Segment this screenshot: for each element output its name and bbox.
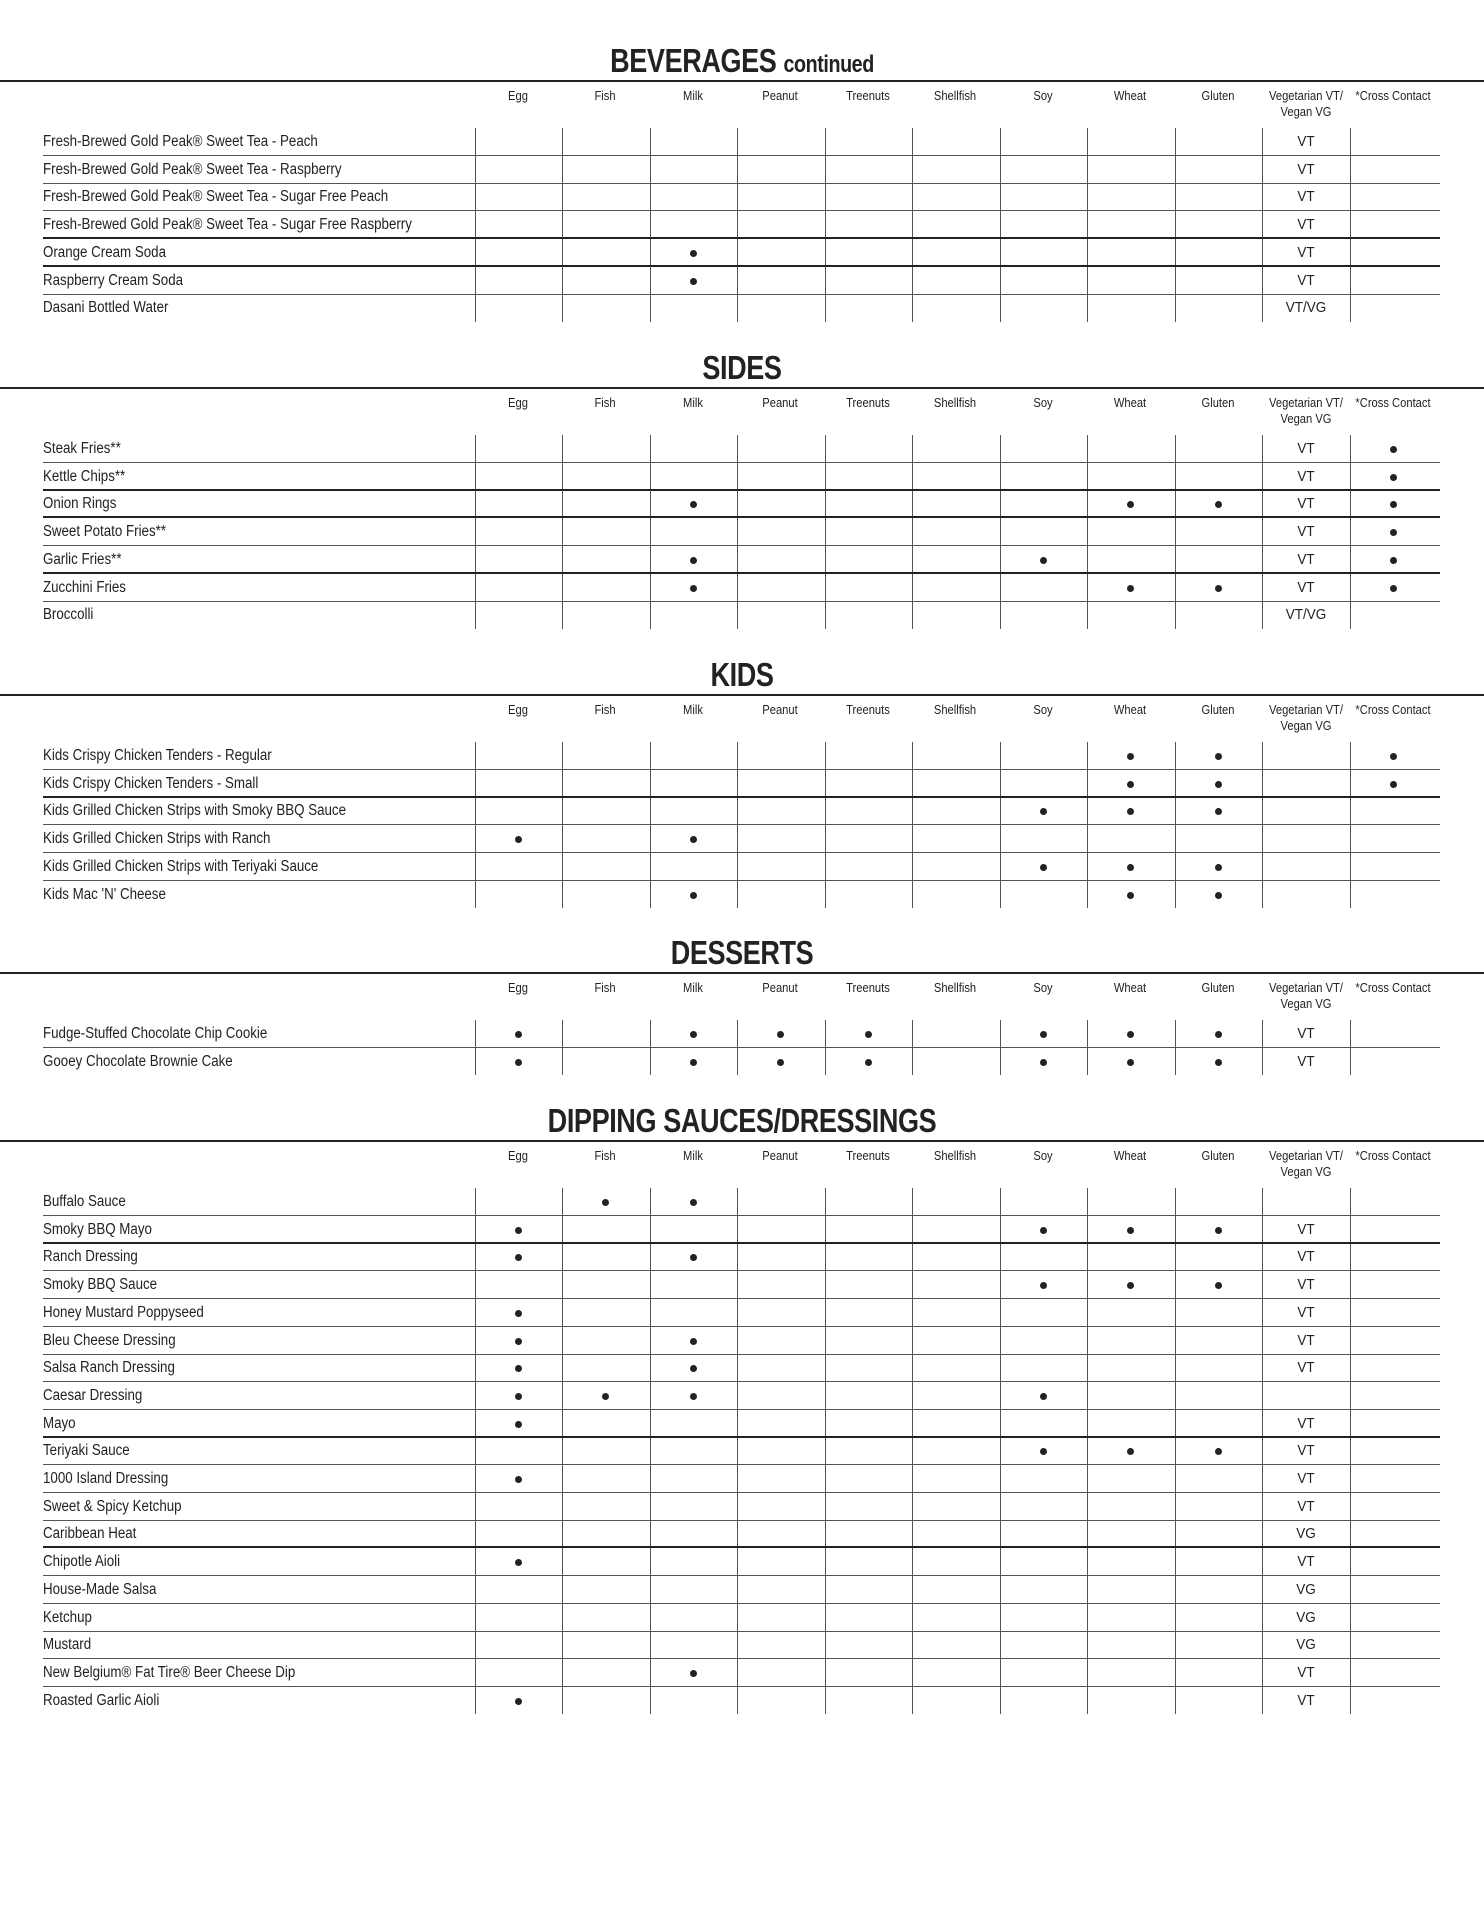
allergen-dot-soy <box>1040 1031 1047 1038</box>
item-name: Mustard <box>43 1636 92 1654</box>
section-beverages <box>0 42 1484 322</box>
table-row <box>0 1465 1440 1493</box>
column-header-wheat: Wheat <box>1113 702 1147 717</box>
table-row <box>0 1243 1440 1271</box>
column-header-wheat: Wheat <box>1113 1148 1147 1163</box>
section-sides <box>0 349 1484 629</box>
vegetarian-header-line1: Vegetarian VT/ <box>1269 980 1343 995</box>
column-header-vegetarian <box>1263 702 1349 734</box>
column-header-egg: Egg <box>508 88 528 103</box>
table-row <box>0 1410 1440 1438</box>
vegetarian-code: VT <box>1297 216 1315 234</box>
column-header-row <box>0 696 1484 742</box>
column-header-fish: Fish <box>594 88 616 103</box>
allergen-dot-soy <box>1040 1059 1047 1066</box>
allergen-dot-treenuts <box>865 1059 872 1066</box>
vegetarian-code: VG <box>1296 1580 1316 1598</box>
table-row <box>0 1493 1440 1521</box>
vegetarian-code: VT <box>1297 1359 1315 1377</box>
item-name: Bleu Cheese Dressing <box>43 1331 176 1349</box>
vegetarian-header-line1: Vegetarian VT/ <box>1269 702 1343 717</box>
vegetarian-code: VT <box>1297 467 1315 485</box>
vegetarian-code: VT <box>1297 1248 1315 1266</box>
allergen-dot-gluten <box>1215 501 1222 508</box>
allergen-dot-milk <box>690 892 697 899</box>
item-name: Kids Grilled Chicken Strips with Smoky BBQ Sauce <box>43 802 347 820</box>
section-rows <box>0 128 1484 322</box>
allergen-dot-egg <box>515 1031 522 1038</box>
item-name: Gooey Chocolate Brownie Cake <box>43 1052 233 1070</box>
table-row <box>0 1327 1440 1355</box>
cross-contact-dot <box>1390 474 1397 481</box>
allergen-dot-wheat <box>1127 1282 1134 1289</box>
table-row <box>0 881 1440 909</box>
item-name: Ketchup <box>43 1608 92 1626</box>
allergen-dot-egg <box>515 1698 522 1705</box>
item-name: House-Made Salsa <box>43 1580 157 1598</box>
item-name: Kettle Chips** <box>43 467 126 485</box>
column-header-treenuts: Treenuts <box>846 980 890 995</box>
table-row <box>0 1382 1440 1410</box>
vegetarian-code: VT/VG <box>1285 606 1327 624</box>
table-row <box>0 435 1440 463</box>
item-name: Sweet Potato Fries** <box>43 523 166 541</box>
table-row <box>0 518 1440 546</box>
column-header-row <box>0 82 1484 128</box>
column-header-milk: Milk <box>683 1148 703 1163</box>
item-name: Teriyaki Sauce <box>43 1442 130 1460</box>
item-name: Sweet & Spicy Ketchup <box>43 1497 182 1515</box>
allergen-dot-egg <box>515 1310 522 1317</box>
allergen-dot-gluten <box>1215 1227 1222 1234</box>
table-row <box>0 1271 1440 1299</box>
column-header-wheat: Wheat <box>1113 980 1147 995</box>
vegetarian-code: VT <box>1297 271 1315 289</box>
allergen-dot-peanut <box>777 1031 784 1038</box>
column-header-soy: Soy <box>1033 1148 1053 1163</box>
table-row <box>0 1437 1440 1465</box>
allergen-dot-soy <box>1040 1448 1047 1455</box>
allergen-dot-milk <box>690 1059 697 1066</box>
table-row <box>0 574 1440 602</box>
allergen-dot-milk <box>690 557 697 564</box>
table-row <box>0 1687 1440 1715</box>
allergen-dot-milk <box>690 1670 697 1677</box>
vegetarian-header-line1: Vegetarian VT/ <box>1269 88 1343 103</box>
table-row <box>0 183 1440 211</box>
column-header-fish: Fish <box>594 395 616 410</box>
column-header-gluten: Gluten <box>1201 702 1235 717</box>
vegetarian-code: VT <box>1297 550 1315 568</box>
allergen-dot-egg <box>515 1393 522 1400</box>
vegetarian-code: VT <box>1297 1663 1315 1681</box>
vegetarian-code: VT <box>1297 1276 1315 1294</box>
allergen-dot-milk <box>690 836 697 843</box>
cross-contact-dot <box>1390 753 1397 760</box>
table-row <box>0 294 1440 322</box>
allergen-dot-milk <box>690 501 697 508</box>
item-name: Fudge-Stuffed Chocolate Chip Cookie <box>43 1025 268 1042</box>
table-row <box>0 1604 1440 1632</box>
section-title <box>134 934 1351 972</box>
section-rows <box>0 435 1484 629</box>
allergen-dot-milk <box>690 1365 697 1372</box>
allergen-dot-milk <box>690 250 697 257</box>
vegetarian-header-line2: Vegan VG <box>1280 1164 1332 1179</box>
allergen-dot-soy <box>1040 1227 1047 1234</box>
column-header-cross-contact: *Cross Contact <box>1355 702 1431 717</box>
column-header-peanut: Peanut <box>762 980 798 995</box>
column-header-shellfish: Shellfish <box>933 88 977 103</box>
table-row <box>0 1354 1440 1382</box>
item-name: Caesar Dressing <box>43 1386 143 1404</box>
column-header-cross-contact: *Cross Contact <box>1355 88 1431 103</box>
section-title-text: DIPPING SAUCES/DRESSINGS <box>547 1102 937 1139</box>
item-name: Steak Fries** <box>43 440 121 457</box>
table-row <box>0 1188 1440 1216</box>
vegetarian-header-line2: Vegan VG <box>1280 104 1332 119</box>
section-title <box>134 1102 1351 1140</box>
column-header-treenuts: Treenuts <box>846 395 890 410</box>
item-name: Fresh-Brewed Gold Peak® Sweet Tea - Sugar Free Peach <box>43 188 389 206</box>
column-header-egg: Egg <box>508 1148 528 1163</box>
vegetarian-code: VT <box>1297 1331 1315 1349</box>
allergen-dot-egg <box>515 1365 522 1372</box>
vegetarian-code: VT <box>1297 1414 1315 1432</box>
item-name: Kids Crispy Chicken Tenders - Small <box>43 774 259 792</box>
column-header-cross-contact: *Cross Contact <box>1355 980 1431 995</box>
item-name: Mayo <box>43 1414 76 1432</box>
allergen-dot-soy <box>1040 557 1047 564</box>
item-name: Buffalo Sauce <box>43 1193 126 1210</box>
table-row <box>0 742 1440 770</box>
allergen-dot-soy <box>1040 864 1047 871</box>
allergen-dot-wheat <box>1127 781 1134 788</box>
allergen-dot-milk <box>690 1254 697 1261</box>
column-header-fish: Fish <box>594 980 616 995</box>
table-row <box>0 211 1440 239</box>
column-header-vegetarian <box>1263 88 1349 120</box>
vegetarian-code: VT/VG <box>1285 299 1327 317</box>
item-name: Kids Grilled Chicken Strips with Ranch <box>43 830 271 848</box>
cross-contact-dot <box>1390 557 1397 564</box>
section-title <box>134 42 1351 80</box>
table-row <box>0 267 1440 295</box>
vegetarian-code: VT <box>1297 1220 1315 1238</box>
section-desserts <box>0 934 1484 1075</box>
table-row <box>0 770 1440 798</box>
vegetarian-header-line2: Vegan VG <box>1280 996 1332 1011</box>
column-header-shellfish: Shellfish <box>933 980 977 995</box>
column-header-wheat: Wheat <box>1113 88 1147 103</box>
column-header-peanut: Peanut <box>762 1148 798 1163</box>
vegetarian-code: VT <box>1297 495 1315 513</box>
column-header-vegetarian <box>1263 1148 1349 1180</box>
allergen-dot-egg <box>515 1254 522 1261</box>
vegetarian-code: VT <box>1297 1303 1315 1321</box>
table-row <box>0 1659 1440 1687</box>
column-header-soy: Soy <box>1033 395 1053 410</box>
item-name: Raspberry Cream Soda <box>43 271 184 289</box>
table-row <box>0 128 1440 156</box>
allergen-dot-milk <box>690 585 697 592</box>
item-name: Orange Cream Soda <box>43 243 167 261</box>
column-header-row <box>0 974 1484 1020</box>
vegetarian-code: VT <box>1297 160 1315 178</box>
column-header-vegetarian <box>1263 395 1349 427</box>
item-name: Chipotle Aioli <box>43 1553 121 1571</box>
section-title-text: DESSERTS <box>670 934 814 971</box>
table-row <box>0 463 1440 491</box>
item-name: Dasani Bottled Water <box>43 299 169 317</box>
allergen-dot-soy <box>1040 1393 1047 1400</box>
item-name: Fresh-Brewed Gold Peak® Sweet Tea - Sugar Free Raspberry <box>43 216 412 234</box>
column-header-egg: Egg <box>508 395 528 410</box>
vegetarian-header-line1: Vegetarian VT/ <box>1269 395 1343 410</box>
item-name: Salsa Ranch Dressing <box>43 1359 175 1377</box>
table-row <box>0 239 1440 267</box>
item-name: Fresh-Brewed Gold Peak® Sweet Tea - Raspberry <box>43 160 342 178</box>
cross-contact-dot <box>1390 781 1397 788</box>
vegetarian-code: VT <box>1297 1497 1315 1515</box>
allergen-dot-egg <box>515 836 522 843</box>
table-row <box>0 853 1440 881</box>
item-name: Kids Crispy Chicken Tenders - Regular <box>43 747 272 764</box>
section-title-text: SIDES <box>702 349 782 386</box>
vegetarian-code: VT <box>1297 440 1315 457</box>
allergen-dot-wheat <box>1127 1059 1134 1066</box>
allergen-dot-gluten <box>1215 585 1222 592</box>
table-row <box>0 1048 1440 1076</box>
item-name: Roasted Garlic Aioli <box>43 1691 160 1709</box>
item-name: Honey Mustard Poppyseed <box>43 1303 204 1321</box>
vegetarian-header-line1: Vegetarian VT/ <box>1269 1148 1343 1163</box>
column-header-gluten: Gluten <box>1201 395 1235 410</box>
column-header-treenuts: Treenuts <box>846 88 890 103</box>
allergen-dot-wheat <box>1127 1448 1134 1455</box>
allergen-dot-wheat <box>1127 585 1134 592</box>
allergen-dot-milk <box>690 1338 697 1345</box>
column-header-row <box>0 1142 1484 1188</box>
allergen-dot-egg <box>515 1059 522 1066</box>
table-row <box>0 601 1440 629</box>
vegetarian-code: VT <box>1297 243 1315 261</box>
section-rows <box>0 1020 1484 1075</box>
cross-contact-dot <box>1390 446 1397 453</box>
allergen-dot-gluten <box>1215 781 1222 788</box>
item-name: Onion Rings <box>43 495 117 513</box>
vegetarian-code: VT <box>1297 188 1315 206</box>
item-name: Smoky BBQ Sauce <box>43 1276 158 1294</box>
column-header-soy: Soy <box>1033 702 1053 717</box>
vegetarian-code: VT <box>1297 523 1315 541</box>
column-header-peanut: Peanut <box>762 395 798 410</box>
table-row <box>0 1520 1440 1548</box>
column-header-gluten: Gluten <box>1201 1148 1235 1163</box>
vegetarian-header-line2: Vegan VG <box>1280 718 1332 733</box>
column-header-egg: Egg <box>508 980 528 995</box>
table-row <box>0 1299 1440 1327</box>
section-title-text: KIDS <box>710 656 774 693</box>
item-name: Kids Grilled Chicken Strips with Teriyaki Sauce <box>43 857 319 875</box>
column-header-treenuts: Treenuts <box>846 702 890 717</box>
allergen-dot-peanut <box>777 1059 784 1066</box>
allergen-dot-gluten <box>1215 1448 1222 1455</box>
item-name: Zucchini Fries <box>43 578 126 596</box>
vegetarian-code: VT <box>1297 133 1315 150</box>
allergen-dot-wheat <box>1127 892 1134 899</box>
column-header-soy: Soy <box>1033 980 1053 995</box>
vegetarian-code: VT <box>1297 578 1315 596</box>
column-header-milk: Milk <box>683 395 703 410</box>
allergen-dot-treenuts <box>865 1031 872 1038</box>
allergen-dot-gluten <box>1215 1282 1222 1289</box>
cross-contact-dot <box>1390 529 1397 536</box>
item-name: 1000 Island Dressing <box>43 1470 169 1487</box>
column-header-cross-contact: *Cross Contact <box>1355 1148 1431 1163</box>
section-dipping-sauces-dressings <box>0 1102 1484 1714</box>
column-header-gluten: Gluten <box>1201 980 1235 995</box>
column-header-milk: Milk <box>683 702 703 717</box>
table-row <box>0 1548 1440 1576</box>
column-header-soy: Soy <box>1033 88 1053 103</box>
column-header-cross-contact: *Cross Contact <box>1355 395 1431 410</box>
vegetarian-code: VG <box>1296 1608 1316 1626</box>
allergen-dot-fish <box>602 1393 609 1400</box>
column-header-peanut: Peanut <box>762 88 798 103</box>
allergen-dot-gluten <box>1215 892 1222 899</box>
item-name: Smoky BBQ Mayo <box>43 1220 152 1238</box>
allergen-dot-soy <box>1040 808 1047 815</box>
vegetarian-code: VG <box>1296 1636 1316 1654</box>
vegetarian-code: VT <box>1297 1470 1315 1487</box>
vegetarian-code: VT <box>1297 1442 1315 1460</box>
column-header-treenuts: Treenuts <box>846 1148 890 1163</box>
table-row <box>0 1020 1440 1048</box>
cross-contact-dot <box>1390 585 1397 592</box>
allergen-dot-gluten <box>1215 1031 1222 1038</box>
allergen-dot-milk <box>690 1393 697 1400</box>
allergen-dot-gluten <box>1215 753 1222 760</box>
allergen-dot-gluten <box>1215 1059 1222 1066</box>
table-row <box>0 546 1440 574</box>
allergen-dot-wheat <box>1127 1227 1134 1234</box>
column-header-gluten: Gluten <box>1201 88 1235 103</box>
column-header-milk: Milk <box>683 980 703 995</box>
allergen-dot-egg <box>515 1559 522 1566</box>
allergen-dot-egg <box>515 1227 522 1234</box>
item-name: Garlic Fries** <box>43 550 122 568</box>
allergen-dot-gluten <box>1215 808 1222 815</box>
allergen-dot-egg <box>515 1476 522 1483</box>
table-row <box>0 156 1440 184</box>
allergen-dot-wheat <box>1127 864 1134 871</box>
column-header-egg: Egg <box>508 702 528 717</box>
column-header-row <box>0 389 1484 435</box>
table-row <box>0 825 1440 853</box>
column-header-fish: Fish <box>594 1148 616 1163</box>
allergen-dot-fish <box>602 1199 609 1206</box>
allergen-dot-milk <box>690 278 697 285</box>
table-row <box>0 797 1440 825</box>
item-name: New Belgium® Fat Tire® Beer Cheese Dip <box>43 1663 296 1681</box>
section-rows <box>0 1188 1484 1714</box>
vegetarian-header-line2: Vegan VG <box>1280 411 1332 426</box>
allergen-dot-wheat <box>1127 753 1134 760</box>
allergen-dot-egg <box>515 1421 522 1428</box>
table-row <box>0 1631 1440 1659</box>
section-rows <box>0 742 1484 908</box>
vegetarian-code: VT <box>1297 1553 1315 1571</box>
column-header-shellfish: Shellfish <box>933 702 977 717</box>
cross-contact-dot <box>1390 501 1397 508</box>
column-header-shellfish: Shellfish <box>933 395 977 410</box>
column-header-peanut: Peanut <box>762 702 798 717</box>
allergen-dot-milk <box>690 1199 697 1206</box>
column-header-shellfish: Shellfish <box>933 1148 977 1163</box>
column-header-wheat: Wheat <box>1113 395 1147 410</box>
allergen-dot-soy <box>1040 1282 1047 1289</box>
item-name: Ranch Dressing <box>43 1248 138 1266</box>
column-header-vegetarian <box>1263 980 1349 1012</box>
item-name: Kids Mac 'N' Cheese <box>43 885 166 903</box>
vegetarian-code: VT <box>1297 1691 1315 1709</box>
vegetarian-code: VT <box>1297 1052 1315 1070</box>
section-title-text: BEVERAGES <box>610 42 777 79</box>
table-row <box>0 1216 1440 1244</box>
item-name: Broccolli <box>43 606 94 624</box>
section-title <box>134 349 1351 387</box>
allergen-dot-wheat <box>1127 808 1134 815</box>
item-name: Caribbean Heat <box>43 1525 137 1543</box>
allergen-dot-wheat <box>1127 1031 1134 1038</box>
vegetarian-code: VG <box>1296 1525 1316 1543</box>
allergen-dot-egg <box>515 1338 522 1345</box>
column-header-milk: Milk <box>683 88 703 103</box>
vegetarian-code: VT <box>1297 1025 1315 1042</box>
section-kids <box>0 656 1484 908</box>
column-header-fish: Fish <box>594 702 616 717</box>
section-title <box>134 656 1351 694</box>
allergen-dot-milk <box>690 1031 697 1038</box>
table-row <box>0 490 1440 518</box>
section-subtitle: continued <box>783 51 874 78</box>
allergen-dot-gluten <box>1215 864 1222 871</box>
allergen-dot-wheat <box>1127 501 1134 508</box>
table-row <box>0 1576 1440 1604</box>
item-name: Fresh-Brewed Gold Peak® Sweet Tea - Peach <box>43 133 318 150</box>
